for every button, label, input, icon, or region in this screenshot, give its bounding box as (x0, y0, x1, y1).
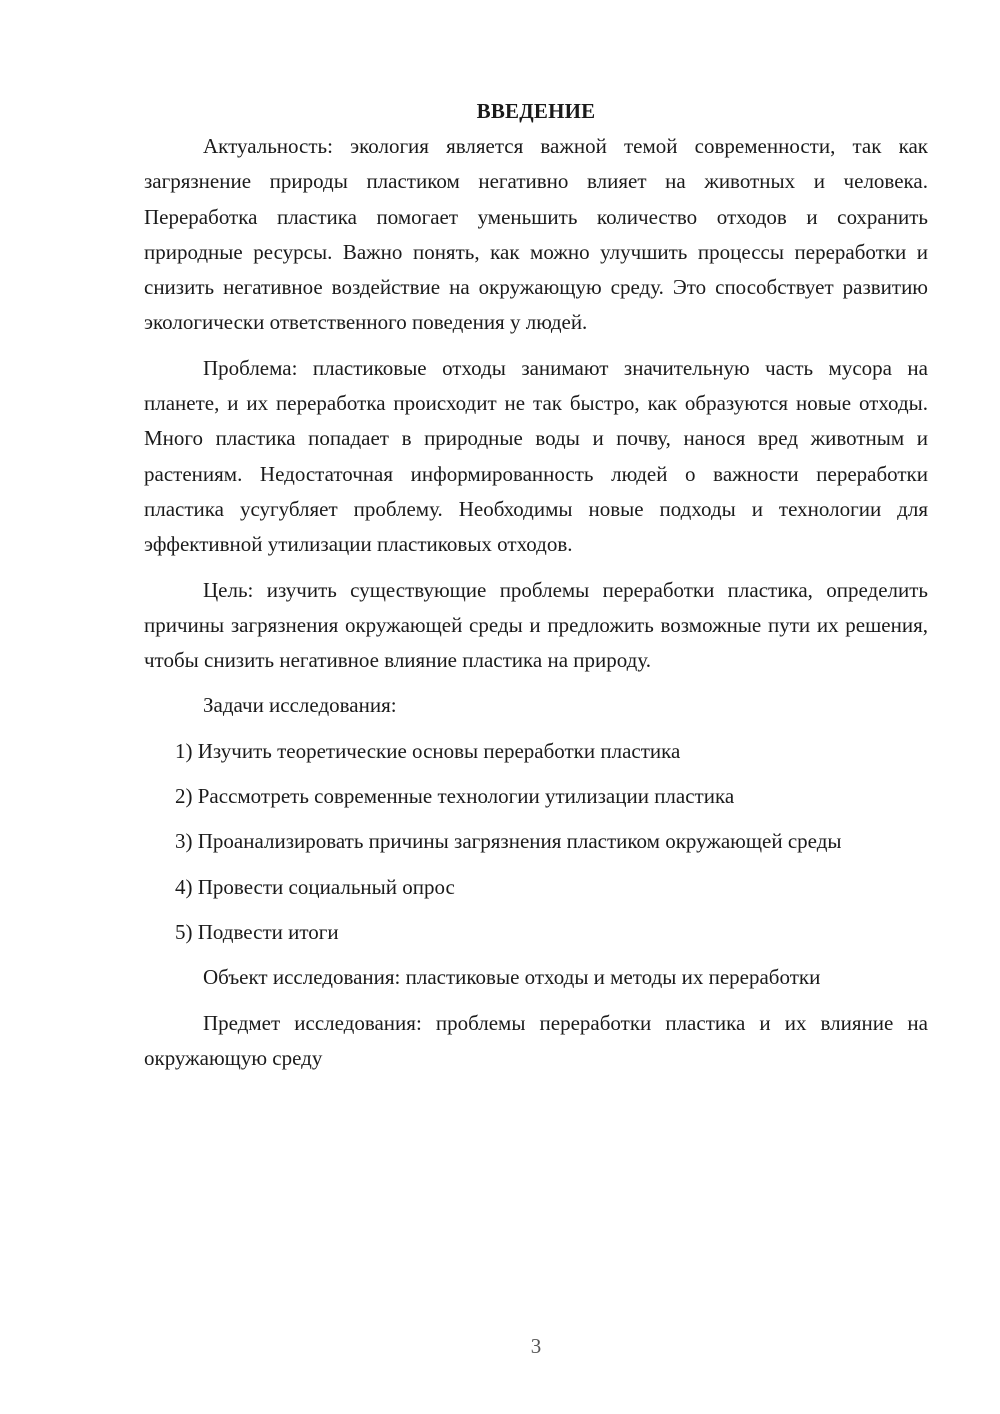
list-item: 2) Рассмотреть современные технологии утилизации пластика (175, 784, 735, 809)
list-item: 5) Подвести итоги (175, 919, 339, 944)
page-number: 3 (530, 1334, 542, 1358)
paragraph-object: Объект исследования: пластиковые отходы и методы их переработки (203, 965, 821, 990)
page-title: ВВЕДЕНИЕ (476, 99, 596, 123)
list-item: 4) Провести социальный опрос (175, 874, 455, 899)
paragraph-goal: Цель: изучить существующие проблемы переработки пластика, определить причины загрязнения окружающей среды и предложить возможные пути их решения, чтобы снизить негативное влияние пластика на природу. (144, 577, 928, 673)
paragraph-subject: Предмет исследования: проблемы переработки пластика и их влияние на окружающую среду (144, 1010, 928, 1070)
paragraph-problem: Проблема: пластиковые отходы занимают значительную часть мусора на планете, и их переработка происходит не так быстро, как образуются новые отходы. Много пластика попадает в природные воды и почву, нанося вред животным и растениям. Недостаточная информированность людей о важности переработки пластика усугубляет проблему. Необходимы новые подходы и технологии для эффективной утилизации пластиковых отходов. (144, 355, 928, 557)
tasks-list (144, 734, 928, 950)
tasks-heading: Задачи исследования: (203, 693, 397, 718)
page-content (144, 96, 928, 1086)
list-item: 1) Изучить теоретические основы переработки пластика (175, 738, 681, 763)
paragraph-relevance: Актуальность: экология является важной темой современности, так как загрязнение природы пластиком негативно влияет на животных и человека. Переработка пластика помогает уменьшить количество отходов и сохранить природные ресурсы. Важно понять, как можно улучшить процессы переработки и снизить негативное воздействие на окружающую среду. Это способствует развитию экологически ответственного поведения у людей. (144, 134, 928, 335)
list-item: 3) Проанализировать причины загрязнения пластиком окружающей среды (175, 829, 842, 854)
